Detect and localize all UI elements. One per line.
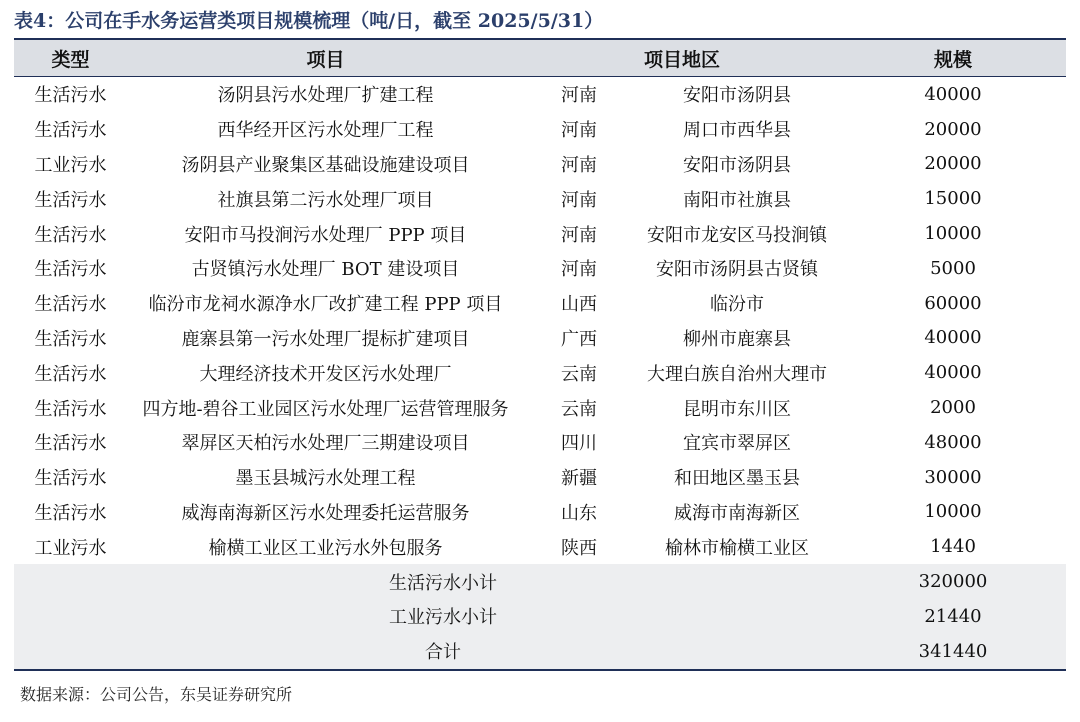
cell-project: 墨玉县城污水处理工程 — [235, 468, 416, 490]
cell-city: 南阳市社旗县 — [683, 189, 791, 211]
cell-city: 宜宾市翠屏区 — [683, 433, 791, 455]
cell-scale: 1440 — [930, 536, 976, 558]
cell-project: 汤阴县产业聚集区基础设施建设项目 — [181, 154, 470, 176]
cell-scale: 10000 — [924, 501, 982, 523]
cell-scale: 40000 — [924, 362, 982, 384]
cell-scale: 40000 — [924, 327, 982, 349]
cell-scale: 48000 — [924, 431, 982, 453]
table-row — [14, 355, 1066, 390]
cell-type: 生活污水 — [34, 502, 107, 524]
cell-city: 安阳市汤阴县古贤镇 — [656, 259, 818, 281]
cell-project: 安阳市马投涧污水处理厂 PPP 项目 — [184, 224, 467, 246]
table-row — [14, 77, 1066, 112]
header-type: 类型 — [51, 48, 90, 71]
cell-province: 山西 — [561, 294, 597, 316]
subtotal-label: 合计 — [425, 642, 461, 664]
cell-city: 威海市南海新区 — [674, 502, 800, 524]
cell-project: 四方地-碧谷工业园区污水处理厂运营管理服务 — [142, 398, 509, 420]
table-row — [14, 495, 1066, 530]
table-row — [14, 321, 1066, 356]
cell-city: 安阳市龙安区马投涧镇 — [647, 224, 827, 246]
cell-city: 安阳市汤阴县 — [683, 85, 791, 107]
table-row — [14, 112, 1066, 147]
cell-province: 陕西 — [561, 537, 597, 559]
project-table — [14, 38, 1066, 671]
subtotal-row — [14, 599, 1066, 634]
cell-type: 生活污水 — [34, 328, 107, 350]
cell-scale: 15000 — [924, 188, 982, 210]
table-title: 表4：公司在手水务运营类项目规模梳理（吨/日，截至 2025/5/31） — [14, 10, 604, 32]
cell-scale: 5000 — [930, 257, 976, 279]
source-note: 数据来源：公司公告，东吴证券研究所 — [20, 685, 293, 704]
cell-project: 榆横工业区工业污水外包服务 — [208, 537, 443, 559]
cell-project: 社旗县第二污水处理厂项目 — [217, 189, 434, 211]
subtotal-row — [14, 634, 1066, 669]
cell-project: 翠屏区天柏污水处理厂三期建设项目 — [181, 433, 470, 455]
cell-project: 大理经济技术开发区污水处理厂 — [199, 363, 452, 385]
header-region: 项目地区 — [643, 48, 720, 71]
cell-city: 安阳市汤阴县 — [683, 154, 791, 176]
cell-type: 生活污水 — [34, 120, 107, 142]
cell-scale: 30000 — [924, 466, 982, 488]
subtotal-block — [14, 564, 1066, 668]
cell-type: 生活污水 — [34, 398, 107, 420]
cell-type: 生活污水 — [34, 224, 107, 246]
cell-type: 生活污水 — [34, 85, 107, 107]
cell-city: 周口市西华县 — [683, 120, 791, 142]
cell-type: 生活污水 — [34, 363, 107, 385]
cell-project: 古贤镇污水处理厂 BOT 建设项目 — [191, 259, 460, 281]
table-row — [14, 286, 1066, 321]
cell-province: 河南 — [561, 224, 597, 246]
header-project: 项目 — [306, 48, 345, 71]
cell-province: 河南 — [561, 189, 597, 211]
cell-scale: 60000 — [924, 292, 982, 314]
cell-project: 鹿寨县第一污水处理厂提标扩建项目 — [181, 328, 470, 350]
table-header — [14, 40, 1066, 76]
cell-city: 榆林市榆横工业区 — [665, 537, 809, 559]
subtotal-row — [14, 564, 1066, 599]
cell-city: 昆明市东川区 — [683, 398, 791, 420]
table-row — [14, 181, 1066, 216]
cell-type: 生活污水 — [34, 468, 107, 490]
table-row — [14, 216, 1066, 251]
table-row — [14, 390, 1066, 425]
cell-province: 广西 — [561, 328, 597, 350]
table-row — [14, 251, 1066, 286]
subtotal-value: 341440 — [918, 640, 988, 662]
subtotal-label: 生活污水小计 — [389, 572, 497, 594]
cell-type: 生活污水 — [34, 433, 107, 455]
bottom-rule — [14, 669, 1066, 671]
cell-province: 云南 — [561, 363, 597, 385]
cell-scale: 20000 — [924, 118, 982, 140]
cell-city: 和田地区墨玉县 — [674, 468, 800, 490]
cell-city: 临汾市 — [710, 294, 764, 316]
cell-province: 河南 — [561, 120, 597, 142]
table-row — [14, 529, 1066, 564]
header-scale: 规模 — [933, 48, 972, 71]
subtotal-value: 320000 — [918, 571, 988, 593]
cell-province: 四川 — [561, 433, 597, 455]
cell-scale: 20000 — [924, 153, 982, 175]
table-row — [14, 425, 1066, 460]
cell-project: 西华经开区污水处理厂工程 — [217, 120, 434, 142]
cell-province: 新疆 — [561, 468, 597, 490]
cell-province: 云南 — [561, 398, 597, 420]
cell-scale: 10000 — [924, 223, 982, 245]
cell-type: 生活污水 — [34, 259, 107, 281]
cell-type: 工业污水 — [34, 154, 107, 176]
cell-project: 临汾市龙祠水源净水厂改扩建工程 PPP 项目 — [148, 294, 503, 316]
cell-scale: 40000 — [924, 83, 982, 105]
table-body — [14, 77, 1066, 564]
cell-project: 威海南海新区污水处理委托运营服务 — [181, 502, 470, 524]
cell-province: 河南 — [561, 85, 597, 107]
cell-type: 工业污水 — [34, 537, 107, 559]
cell-city: 柳州市鹿寨县 — [683, 328, 791, 350]
cell-type: 生活污水 — [34, 294, 107, 316]
table-row — [14, 147, 1066, 182]
subtotal-label: 工业污水小计 — [389, 607, 497, 629]
cell-type: 生活污水 — [34, 189, 107, 211]
table-row — [14, 460, 1066, 495]
cell-province: 河南 — [561, 154, 597, 176]
cell-province: 河南 — [561, 259, 597, 281]
cell-city: 大理白族自治州大理市 — [647, 363, 827, 385]
cell-project: 汤阴县污水处理厂扩建工程 — [217, 85, 434, 107]
cell-province: 山东 — [561, 502, 597, 524]
subtotal-value: 21440 — [924, 605, 982, 627]
cell-scale: 2000 — [930, 397, 976, 419]
